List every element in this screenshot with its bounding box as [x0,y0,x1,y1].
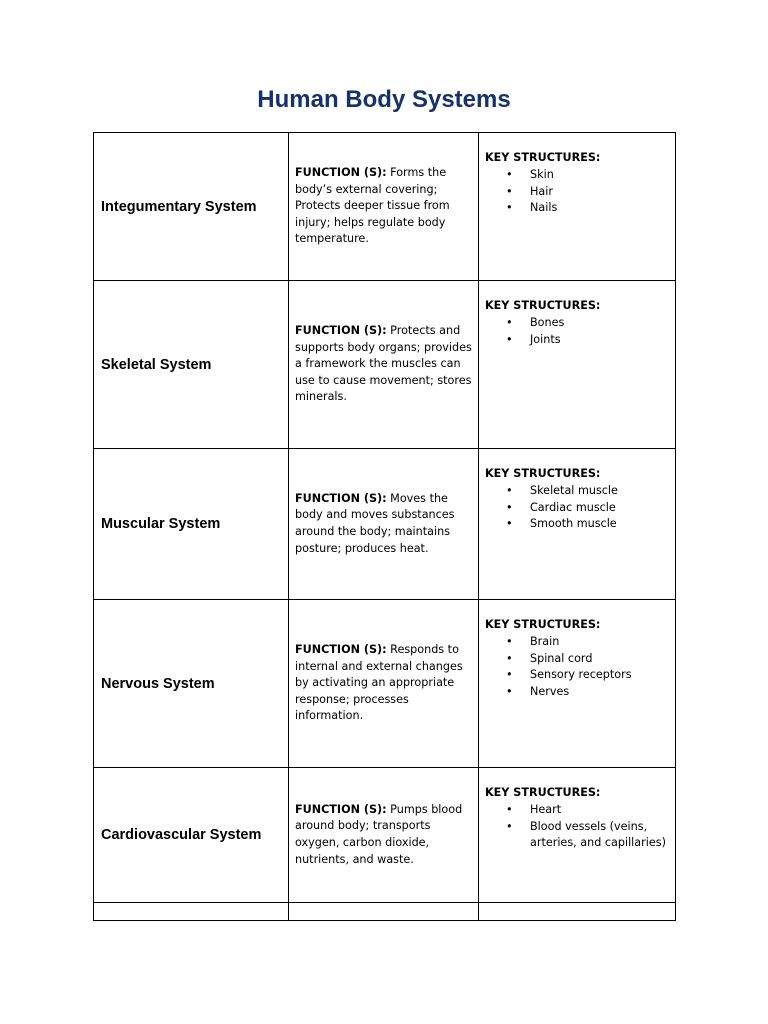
list-item: • Cardiac muscle [485,500,669,517]
list-item: • Smooth muscle [485,516,669,533]
systems-table [93,132,676,921]
function-cell [289,449,479,600]
function-label: FUNCTION (S): [295,166,387,180]
list-item: • Skin [485,167,669,184]
structures-list [485,167,669,217]
function-text: Protects and supports body organs; provides a framework the muscles can use to cause movement; stores minerals. [295,324,472,404]
table-row [94,133,676,281]
page-title: Human Body Systems [257,86,511,113]
list-item: • Hair [485,184,669,201]
list-item: • Skeletal muscle [485,483,669,500]
empty-cell [479,903,676,921]
list-item: • Heart [485,802,669,819]
table-row [94,768,676,903]
key-structures-label: KEY STRUCTURES: [485,151,601,164]
key-structures-cell [479,281,676,449]
structures-list [485,802,669,852]
key-structures-cell [479,133,676,281]
function-cell [289,768,479,903]
structures-list [485,634,669,701]
system-name: Muscular System [94,449,289,600]
list-item: • Blood vessels (veins, arteries, and capillaries) [485,819,669,853]
table-row [94,449,676,600]
function-label: FUNCTION (S): [295,643,387,657]
function-cell [289,281,479,449]
function-cell [289,600,479,768]
structures-list [485,483,669,533]
function-cell [289,133,479,281]
key-structures-label: KEY STRUCTURES: [485,618,601,631]
table-row [94,281,676,449]
key-structures-label: KEY STRUCTURES: [485,786,601,799]
list-item: • Brain [485,634,669,651]
function-text: Moves the body and moves substances around the body; maintains posture; produces heat. [295,491,455,555]
key-structures-label: KEY STRUCTURES: [485,467,601,480]
table-row [94,600,676,768]
list-item: • Spinal cord [485,651,669,668]
function-text: Forms the body’s external covering; Protects deeper tissue from injury; helps regulate body temperature. [295,166,450,246]
list-item: • Bones [485,315,669,332]
empty-cell [94,903,289,921]
function-label: FUNCTION (S): [295,324,387,338]
structures-list [485,315,669,349]
key-structures-label: KEY STRUCTURES: [485,299,601,312]
function-label: FUNCTION (S): [295,491,387,505]
key-structures-cell [479,600,676,768]
empty-cell [289,903,479,921]
list-item: • Joints [485,332,669,349]
key-structures-cell [479,768,676,903]
system-name: Cardiovascular System [94,768,289,903]
list-item: • Nerves [485,684,669,701]
key-structures-cell [479,449,676,600]
function-label: FUNCTION (S): [295,802,387,816]
list-item: • Nails [485,200,669,217]
function-text: Responds to internal and external changes by activating an appropriate response; processes information. [295,643,463,723]
system-name: Nervous System [94,600,289,768]
empty-table-row [94,903,676,921]
system-name: Skeletal System [94,281,289,449]
system-name: Integumentary System [94,133,289,281]
list-item: • Sensory receptors [485,667,669,684]
function-text: Pumps blood around body; transports oxygen, carbon dioxide, nutrients, and waste. [295,802,463,866]
